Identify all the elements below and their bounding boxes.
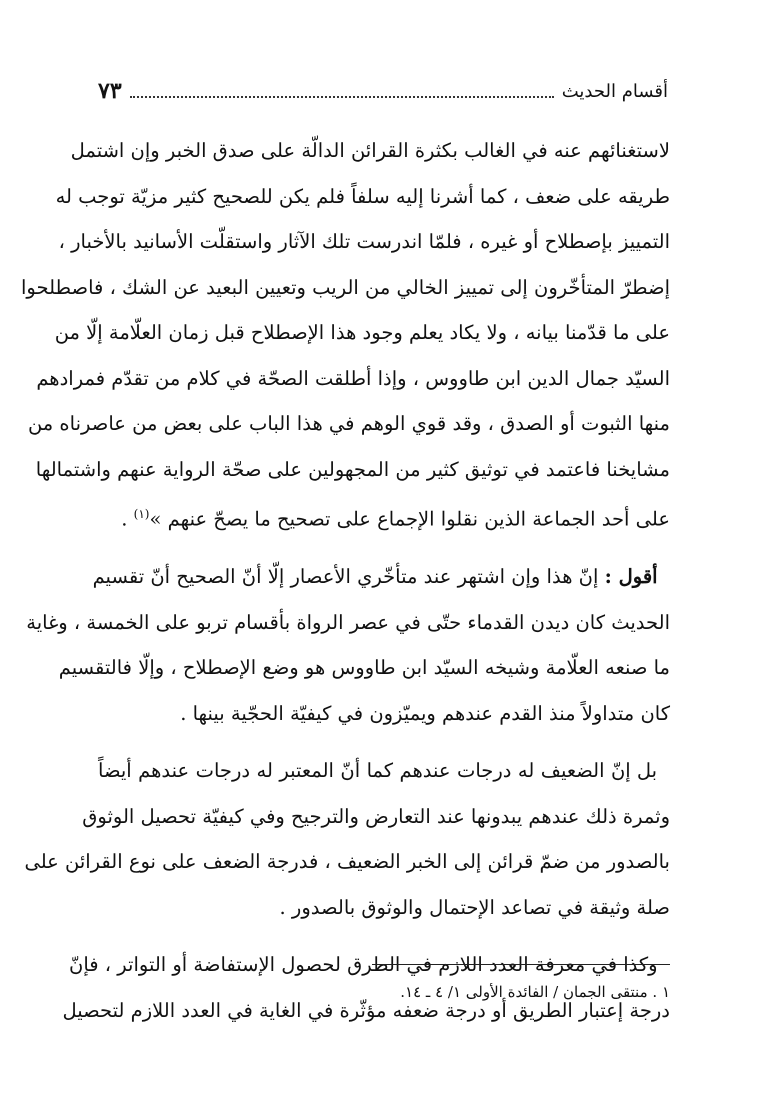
text-line: مشايخنا فاعتمد في توثيق كثير من المجهولين على صحّة الرواية عنهم واشتمالها	[35, 457, 670, 481]
text-line: كان متداولاً منذ القدم عندهم ويميّزون في كيفيّة الحجّية بينها .	[180, 701, 670, 725]
footnote-reference: (١)	[133, 507, 150, 521]
text-line: طريقه على ضعف ، كما أشرنا إليه سلفاً فلم يكن للصحيح كثير مزيّة توجب له	[55, 184, 670, 208]
paragraph-3	[24, 748, 670, 930]
footnote-separator	[372, 964, 670, 965]
text-line: على أحد الجماعة الذين نقلوا الإجماع على تصحيح ما يصحّ عنهم »$^{(١)}$ .	[121, 507, 670, 531]
text-line-content: إنّ هذا وإن اشتهر عند متأخّري الأعصار إلّا أنّ الصحيح أنّ تقسيم	[92, 565, 605, 588]
text-line: بالصدور من ضمّ قرائن إلى الخبر الضعيف ، فدرجة الضعف على نوع القرائن على	[24, 850, 670, 873]
text-line-content: على أحد الجماعة الذين نقلوا الإجماع على تصحيح ما يصحّ عنهم »	[149, 507, 670, 531]
text-line-content: وكذا في معرفة العدد اللازم في الطرق لحصول الإستفاضة أو التواتر ، فإنّ	[69, 953, 658, 976]
page-number: ٧٣	[98, 78, 122, 104]
text-line-content: بل إنّ الضعيف له درجات عندهم كما أنّ المعتبر له درجات عندهم أيضاً	[98, 759, 658, 782]
text-line: إضطرّ المتأخّرون إلى تمييز الخالي من الريب وتعيين البعيد عن الشك ، فاصطلحوا	[21, 275, 670, 299]
text-line: ما صنعه العلّامة وشيخه السيّد ابن طاووس هو وضع الإصطلاح ، وإلّا فالتقسيم	[58, 656, 670, 679]
text-line: السيّد جمال الدين ابن طاووس ، وإذا أطلقت الصحّة في كلام من تقدّم فمرادهم	[36, 366, 670, 390]
page-body	[21, 128, 670, 1033]
running-header	[98, 74, 668, 108]
text-line: منها الثبوت أو الصدق ، وقد قوي الوهم في هذا الباب على بعض من عاصرناه من	[27, 412, 670, 435]
text-line: وثمرة ذلك عندهم يبدونها عند التعارض والترجيح وفي كيفيّة تحصيل الوثوق	[82, 804, 670, 828]
text-line: الحديث كان ديدن القدماء حتّى في عصر الرواة بأقسام تربو على الخمسة ، وغاية	[26, 610, 670, 634]
paragraph-1	[21, 128, 670, 542]
text-line: ​ أقول : إنّ هذا وإن اشتهر عند متأخّري الأعصار إلّا أنّ الصحيح أنّ تقسيم	[92, 565, 670, 588]
text-line: على ما قدّمنا بيانه ، ولا يكاد يعلم وجود هذا الإصطلاح قبل زمان العلّامة إلّا من	[54, 321, 670, 344]
text-line	[98, 748, 670, 794]
text-line: صلة وثيقة في تصاعد الإحتمال والوثوق بالصدور .	[279, 895, 670, 919]
paragraph-2	[26, 554, 670, 736]
paragraph-lead: أقول :	[604, 565, 658, 588]
running-title: أقسام الحديث	[561, 80, 668, 102]
text-line: درجة إعتبار الطريق أو درجة ضعفه مؤثّرة في الغاية في العدد اللازم لتحصيل	[62, 998, 670, 1022]
footnote: ١ . منتقى الجمان / الفائدة الأولى ١/ ٤ ـ ١٤.	[400, 983, 670, 1001]
leader-dots	[130, 96, 554, 98]
text-line: التمييز بإصطلاح أو غيره ، فلمّا اندرست تلك الآثار واستقلّت الأسانيد بالأخبار ،	[58, 230, 670, 253]
text-line: لاستغنائهم عنه في الغالب بكثرة القرائن الدالّة على صدق الخبر وإن اشتمل	[70, 139, 670, 162]
